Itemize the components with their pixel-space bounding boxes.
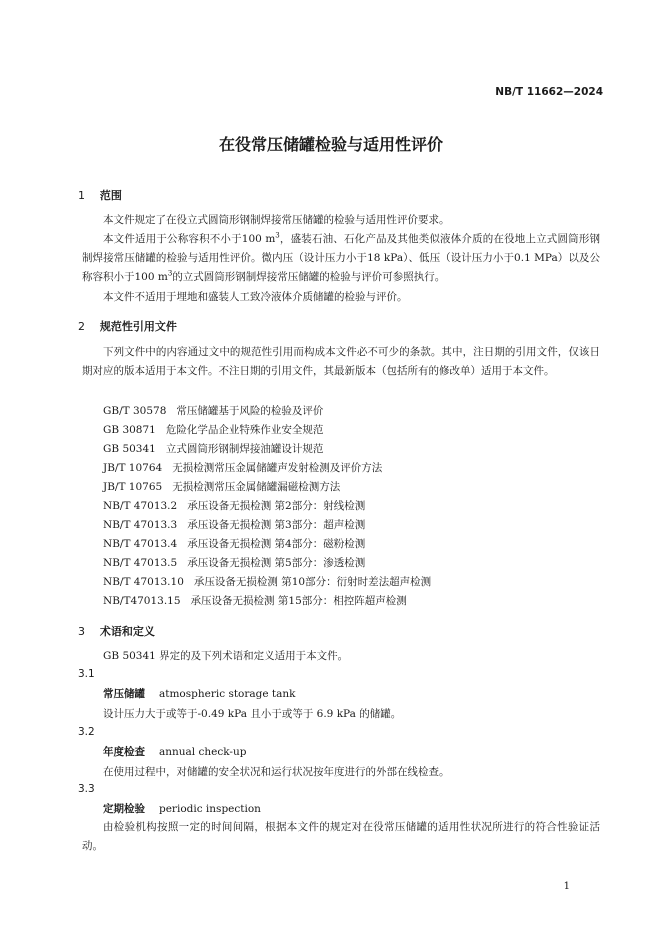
term-definition: 设计压力大于或等于-0.49 kPa 且小于或等于 6.9 kPa 的储罐。 xyxy=(103,708,402,720)
reference-code: JB/T 10764 xyxy=(103,462,163,474)
reference-item xyxy=(103,479,340,494)
section-1-heading xyxy=(78,187,122,203)
section-3-heading xyxy=(78,623,155,639)
reference-item xyxy=(103,498,365,513)
term-chinese: 年度检查 xyxy=(103,746,145,758)
reference-code: NB/T 47013.10 xyxy=(103,576,184,588)
reference-item xyxy=(103,536,365,551)
reference-item xyxy=(103,441,323,456)
reference-code: NB/T 47013.2 xyxy=(103,500,178,512)
reference-item xyxy=(103,517,365,532)
superscript: 3 xyxy=(167,269,173,278)
scope-p2-part-c: 的立式圆筒形钢制焊接常压储罐的检验与评价可参照执行。 xyxy=(172,271,446,283)
term-chinese: 定期检验 xyxy=(103,803,145,815)
superscript: 3 xyxy=(275,231,280,240)
normative-intro: 下列文件中的内容通过文中的规范性引用而构成本文件必不可少的条款。其中，注日期的引用文件，仅该日期对应的版本适用于本文件。不注日期的引用文件，其最新版本（包括所有的修改单）适用于本文件。 xyxy=(82,346,600,377)
reference-item xyxy=(103,555,365,570)
term-entry xyxy=(103,744,246,759)
scope-p2-part-b: ，盛装石油、石化产品及其他类似液体介质的在役地上立式圆筒形钢制焊接常压储罐的检验与适用性评价。微内压（设计压力小于18 kPa）、低压（设计压力小于0.1 MPa）以及公称容积小于100 m xyxy=(82,233,600,283)
term-number: 3.3 xyxy=(78,783,95,795)
reference-item xyxy=(103,460,382,475)
reference-title: 无损检测常压金属储罐声发射检测及评价方法 xyxy=(172,462,383,474)
term-number: 3.1 xyxy=(78,668,95,680)
reference-code: GB 30871 xyxy=(103,424,156,436)
scope-p2-part-a: 本文件适用于公称容积不小于100 m xyxy=(103,233,276,245)
reference-title: 无损检测常压金属储罐漏磁检测方法 xyxy=(172,481,341,493)
reference-title: 承压设备无损检测 第15部分：相控阵超声检测 xyxy=(190,595,407,607)
reference-title: 立式圆筒形钢制焊接油罐设计规范 xyxy=(165,443,324,455)
reference-item xyxy=(103,403,323,418)
term-definition: 由检验机构按照一定的时间间隔，根据本文件的规定对在役常压储罐的适用性状况所进行的符合性验证活动。 xyxy=(82,821,600,852)
standard-code: NB/T 11662—2024 xyxy=(495,86,603,98)
term-english: annual check-up xyxy=(159,746,247,758)
reference-code: NB/T 47013.5 xyxy=(103,557,178,569)
term-number: 3.2 xyxy=(78,726,95,738)
term-entry xyxy=(103,801,261,816)
term-chinese: 常压储罐 xyxy=(103,688,145,700)
page-number: 1 xyxy=(563,881,570,892)
section-title: 术语和定义 xyxy=(99,625,155,638)
section-number: 3 xyxy=(78,625,85,638)
reference-title: 承压设备无损检测 第2部分：射线检测 xyxy=(187,500,366,512)
document-title: 在役常压储罐检验与适用性评价 xyxy=(218,135,443,154)
reference-code: GB 50341 xyxy=(103,443,156,455)
reference-code: GB/T 30578 xyxy=(103,405,167,417)
term-entry xyxy=(103,686,296,701)
reference-item xyxy=(103,574,431,589)
scope-paragraph-3: 本文件不适用于埋地和盛装人工致冷液体介质储罐的检验与评价。 xyxy=(103,291,408,303)
section-2-heading xyxy=(78,318,177,334)
term-english: periodic inspection xyxy=(159,803,261,815)
scope-paragraph-1: 本文件规定了在役立式圆筒形钢制焊接常压储罐的检验与适用性评价要求。 xyxy=(103,214,450,226)
term-definition: 在使用过程中，对储罐的安全状况和运行状况按年度进行的外部在线检查。 xyxy=(103,766,450,778)
reference-code: NB/T47013.15 xyxy=(103,595,181,607)
reference-title: 承压设备无损检测 第3部分：超声检测 xyxy=(187,519,366,531)
scope-paragraph-2 xyxy=(82,230,600,287)
section-number: 1 xyxy=(78,189,85,202)
reference-code: NB/T 47013.3 xyxy=(103,519,178,531)
reference-title: 常压储罐基于风险的检验及评价 xyxy=(176,405,324,417)
reference-code: NB/T 47013.4 xyxy=(103,538,178,550)
section-title: 范围 xyxy=(99,189,122,202)
reference-item xyxy=(103,593,407,608)
reference-code: JB/T 10765 xyxy=(103,481,163,493)
term-english: atmospheric storage tank xyxy=(159,688,296,700)
reference-title: 承压设备无损检测 第4部分：磁粉检测 xyxy=(187,538,366,550)
reference-title: 承压设备无损检测 第5部分：渗透检测 xyxy=(187,557,366,569)
section-title: 规范性引用文件 xyxy=(99,320,177,333)
terms-intro: GB 50341 界定的及下列术语和定义适用于本文件。 xyxy=(103,650,349,662)
reference-title: 承压设备无损检测 第10部分：衍射时差法超声检测 xyxy=(193,576,432,588)
reference-title: 危险化学品企业特殊作业安全规范 xyxy=(165,424,324,436)
section-number: 2 xyxy=(78,320,85,333)
reference-item xyxy=(103,422,323,437)
